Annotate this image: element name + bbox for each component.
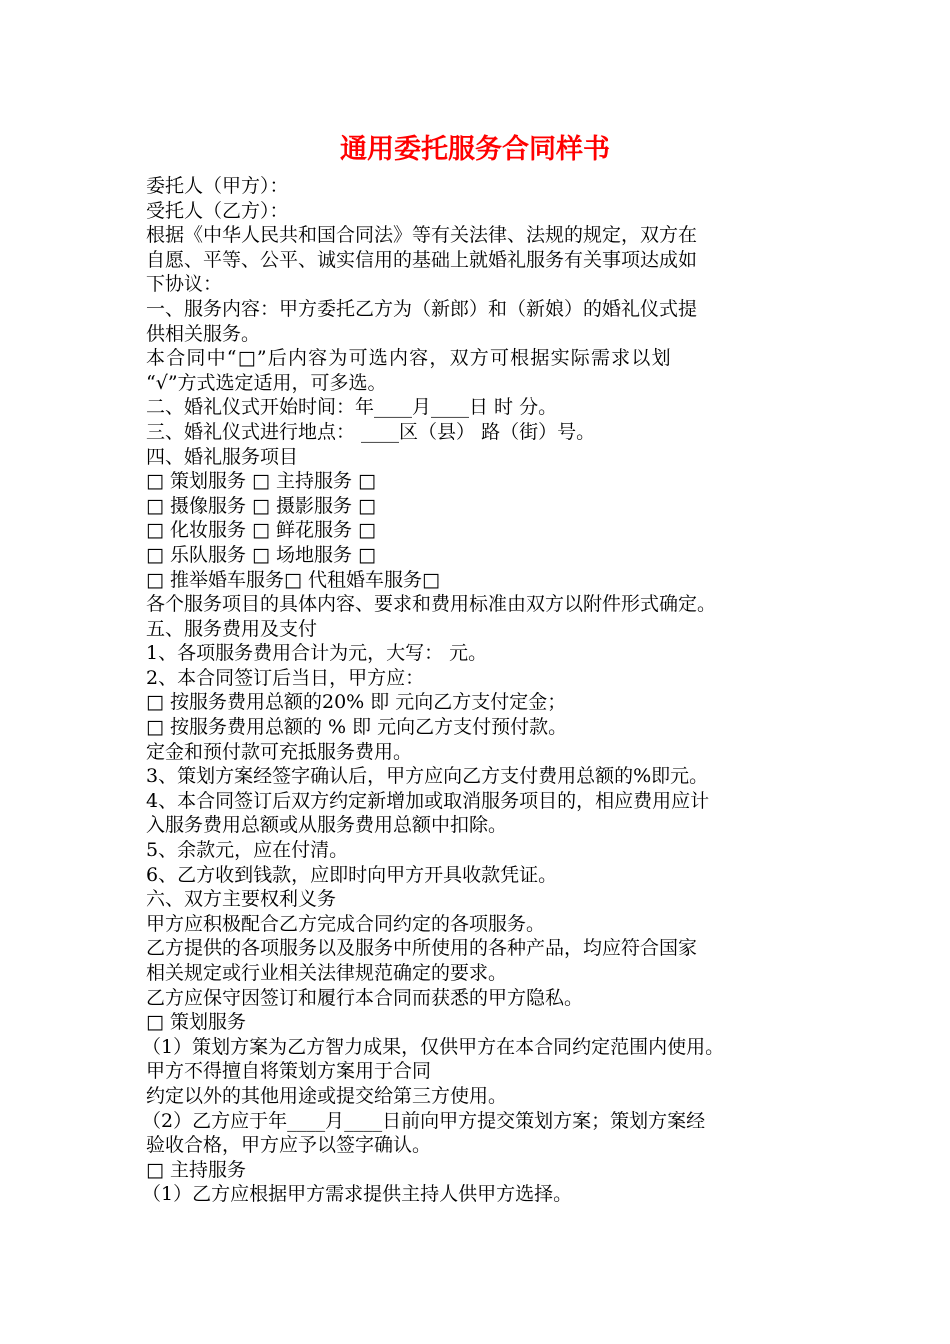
planning-service-heading: □ 策划服务 xyxy=(146,1011,246,1034)
section-6-heading: 六、双方主要权利义务 xyxy=(146,888,337,911)
host-service-heading: □ 主持服务 xyxy=(146,1158,246,1181)
obligation-line: 相关规定或行业相关法律规范确定的要求。 xyxy=(146,962,508,984)
prepayment-option-line: □ 按服务费用总额的 % 即 元向乙方支付预付款。 xyxy=(146,716,568,739)
option-note-line: 本合同中“□”后内容为可选内容，双方可根据实际需求以划 xyxy=(146,347,672,370)
planning-clause-line: 验收合格，甲方应予以签字确认。 xyxy=(146,1134,432,1157)
service-checkbox-row: □ 策划服务 □ 主持服务 □ xyxy=(146,470,377,493)
section-3-line: 三、婚礼仪式进行地点： ____区（县） 路（街）号。 xyxy=(146,420,596,443)
preamble-line: 自愿、平等、公平、诚实信用的基础上就婚礼服务有关事项达成如 xyxy=(146,248,698,271)
fee-line: 2、本合同签订后当日，甲方应： xyxy=(146,666,425,689)
section-1-line: 供相关服务。 xyxy=(146,322,261,345)
service-detail-line: 各个服务项目的具体内容、要求和费用标准由双方以附件形式确定。 xyxy=(146,593,717,616)
service-checkbox-row: □ 摄像服务 □ 摄影服务 □ xyxy=(146,494,377,517)
obligation-line: 甲方应积极配合乙方完成合同约定的各项服务。 xyxy=(146,912,546,935)
planning-clause-line: （1）策划方案为乙方智力成果，仅供甲方在本合同约定范围内使用。 xyxy=(142,1035,725,1058)
fee-line: 入服务费用总额或从服务费用总额中扣除。 xyxy=(146,814,508,837)
deposit-option-line: □ 按服务费用总额的20% 即 元向乙方支付定金； xyxy=(146,691,567,714)
option-note-line: “√”方式选定适用，可多选。 xyxy=(146,371,387,394)
fee-line: 5、余款元，应在付清。 xyxy=(146,839,349,862)
service-checkbox-row: □ 推举婚车服务□ 代租婚车服务□ xyxy=(146,568,440,591)
fee-line: 4、本合同签订后双方约定新增加或取消服务项目的，相应费用应计 xyxy=(146,789,710,812)
service-checkbox-row: □ 乐队服务 □ 场地服务 □ xyxy=(146,543,377,566)
section-5-heading: 五、服务费用及支付 xyxy=(146,617,318,640)
planning-clause-line: 约定以外的其他用途或提交给第三方使用。 xyxy=(146,1084,508,1107)
planning-clause-line: 甲方不得擅自将策划方案用于合同 xyxy=(146,1060,432,1083)
document-title: 通用委托服务合同样书 xyxy=(340,134,610,165)
fee-line: 3、策划方案经签字确认后，甲方应向乙方支付费用总额的%即元。 xyxy=(146,765,709,788)
obligation-line: 乙方提供的各项服务以及服务中所使用的各种产品，均应符合国家 xyxy=(146,937,698,960)
fee-line: 6、乙方收到钱款，应即时向甲方开具收款凭证。 xyxy=(146,863,558,886)
section-1-line: 一、服务内容：甲方委托乙方为（新郎）和（新娘）的婚礼仪式提 xyxy=(146,297,698,320)
planning-clause-line: （2）乙方应于年____月____日前向甲方提交策划方案；策划方案经 xyxy=(142,1109,706,1132)
service-checkbox-row: □ 化妆服务 □ 鲜花服务 □ xyxy=(146,519,377,542)
host-clause-line: （1）乙方应根据甲方需求提供主持人供甲方选择。 xyxy=(142,1183,573,1206)
preamble-line: 根据《中华人民共和国合同法》等有关法律、法规的规定，双方在 xyxy=(146,224,698,247)
fee-line: 1、各项服务费用合计为元，大写： 元。 xyxy=(146,642,488,665)
contract-body xyxy=(142,174,826,1207)
preamble-line: 下协议： xyxy=(146,273,223,296)
section-2-line: 二、婚礼仪式开始时间：年____月____日 时 分。 xyxy=(146,396,558,419)
party-b-line: 受托人（乙方）： xyxy=(146,199,289,222)
party-a-line: 委托人（甲方）： xyxy=(146,175,289,197)
section-4-heading: 四、婚礼服务项目 xyxy=(146,445,299,468)
obligation-line: 乙方应保守因签订和履行本合同而获悉的甲方隐私。 xyxy=(146,986,584,1009)
fee-line: 定金和预付款可充抵服务费用。 xyxy=(146,740,413,763)
